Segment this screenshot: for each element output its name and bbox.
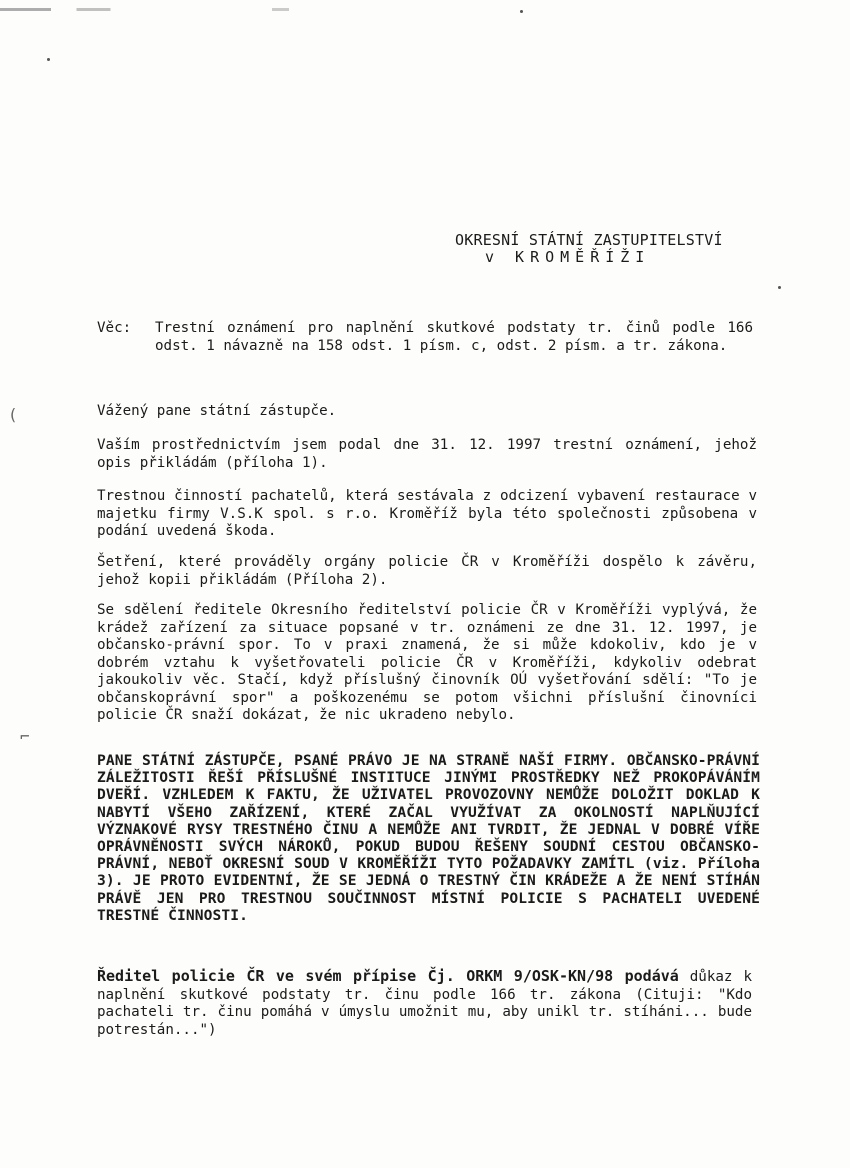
- scan-edge-line: [0, 8, 850, 11]
- paragraph-2: Trestnou činností pachatelů, která sestávala z odcizení vybavení restaurace v majetku firmy V.S.K spol. s r.o. Kroměříž byla této společnosti způsobena v podání uvedená škoda.: [97, 488, 757, 539]
- margin-mark: ⌐: [20, 727, 30, 746]
- recipient-header: [455, 232, 785, 266]
- recipient-city: v KROMĚŘÍŽI: [485, 248, 651, 266]
- paragraph-1: Vaším prostřednictvím jsem podal dne 31. 12. 1997 trestní oznámení, jehož opis přikládám (příloha 1).: [97, 437, 757, 471]
- subject-text: Trestní oznámení pro naplnění skutkové podstaty tr. činů podle 166 odst. 1 návazně na 158 odst. 1 písm. c, odst. 2 písm. a tr. zákona.: [155, 320, 753, 354]
- final-paragraph-rest: důkaz k naplnění skutkové podstaty tr. činu podle 166 tr. zákona (Cituji: "Kdo pachateli tr. činu pomáhá v úmyslu umožnit mu, aby unikl tr. stíháni... bude potrestán..."): [97, 969, 752, 1038]
- final-paragraph: [97, 968, 752, 1039]
- paragraph-4: Se sdělení ředitele Okresního ředitelství policie ČR v Kroměříži vyplývá, že krádež zařízení za situace popsané v tr. oznámeni ze dne 31. 12. 1997, je občansko-právní spor. To v praxi znamená, že si může kdokoliv, kdo je v dobrém vztahu k vyšetřovateli policie ČR v Kroměříži, kdykoliv odebrat jakoukoliv věc. Stačí, když příslušný činovník OÚ vyšetřování sdělí: "To je občanskoprávní spor" a poškozenému se potom všichni příslušní činovníci policie ČR snaží dokázat, že nic ukradeno nebylo.: [97, 602, 757, 723]
- subject-label: Věc:: [97, 320, 132, 336]
- caps-paragraph: PANE STÁTNÍ ZÁSTUPČE, PSANÉ PRÁVO JE NA STRANĚ NAŠÍ FIRMY. OBČANSKO-PRÁVNÍ ZÁLEŽITOSTI ŘEŠÍ PŘÍSLUŠNÉ INSTITUCE JINÝMI PROSTŘEDKY NEŽ PROKOPÁVÁNÍM DVEŘÍ. VZHLEDEM K FAKTU, ŽE UŽIVATEL PROVOZOVNY NEMŮŽE DOLOŽIT DOKLAD K NABYTÍ VŠEHO ZAŘÍZENÍ, KTERÉ ZAČAL VYUŽÍVAT ZA OKOLNOSTÍ NAPLŇUJÍCÍ VÝZNAKOVÉ RYSY TRESTNÉHO ČINU A NEMŮŽE ANI TVRDIT, ŽE JEDNAL V DOBRÉ VÍŘE OPRÁVNĚNOSTI SVÝCH NÁROKŮ, POKUD BUDOU ŘEŠENY SOUDNÍ CESTOU OBČANSKO-PRÁVNÍ, NEBOŤ OKRESNÍ SOUD V KROMĚŘÍŽI TYTO POŽADAVKY ZAMÍTL (viz. Příloha 3). JE PROTO EVIDENTNÍ, ŽE SE JEDNÁ O TRESTNÝ ČIN KRÁDEŽE A ŽE NENÍ STÍHÁN PRÁVĚ JEN PRO TRESTNOU SOUČINNOST MÍSTNÍ POLICIE S PACHATELI UVEDENÉ TRESTNÉ ČINNOSTI.: [97, 752, 760, 924]
- recipient-office: OKRESNÍ STÁTNÍ ZASTUPITELSTVÍ: [455, 231, 723, 249]
- salutation: Vážený pane státní zástupče.: [97, 403, 337, 419]
- scan-speck: [47, 58, 50, 61]
- paragraph-3: Šetření, které prováděly orgány policie ČR v Kroměříži dospělo k závěru, jehož kopii přikládám (Příloha 2).: [97, 554, 757, 588]
- margin-mark: (: [8, 405, 18, 424]
- final-paragraph-first: Ředitel policie ČR ve svém přípise Čj. ORKM 9/OSK-KN/98 podává: [97, 967, 679, 985]
- scan-speck: [520, 10, 523, 13]
- scan-speck: [778, 286, 781, 289]
